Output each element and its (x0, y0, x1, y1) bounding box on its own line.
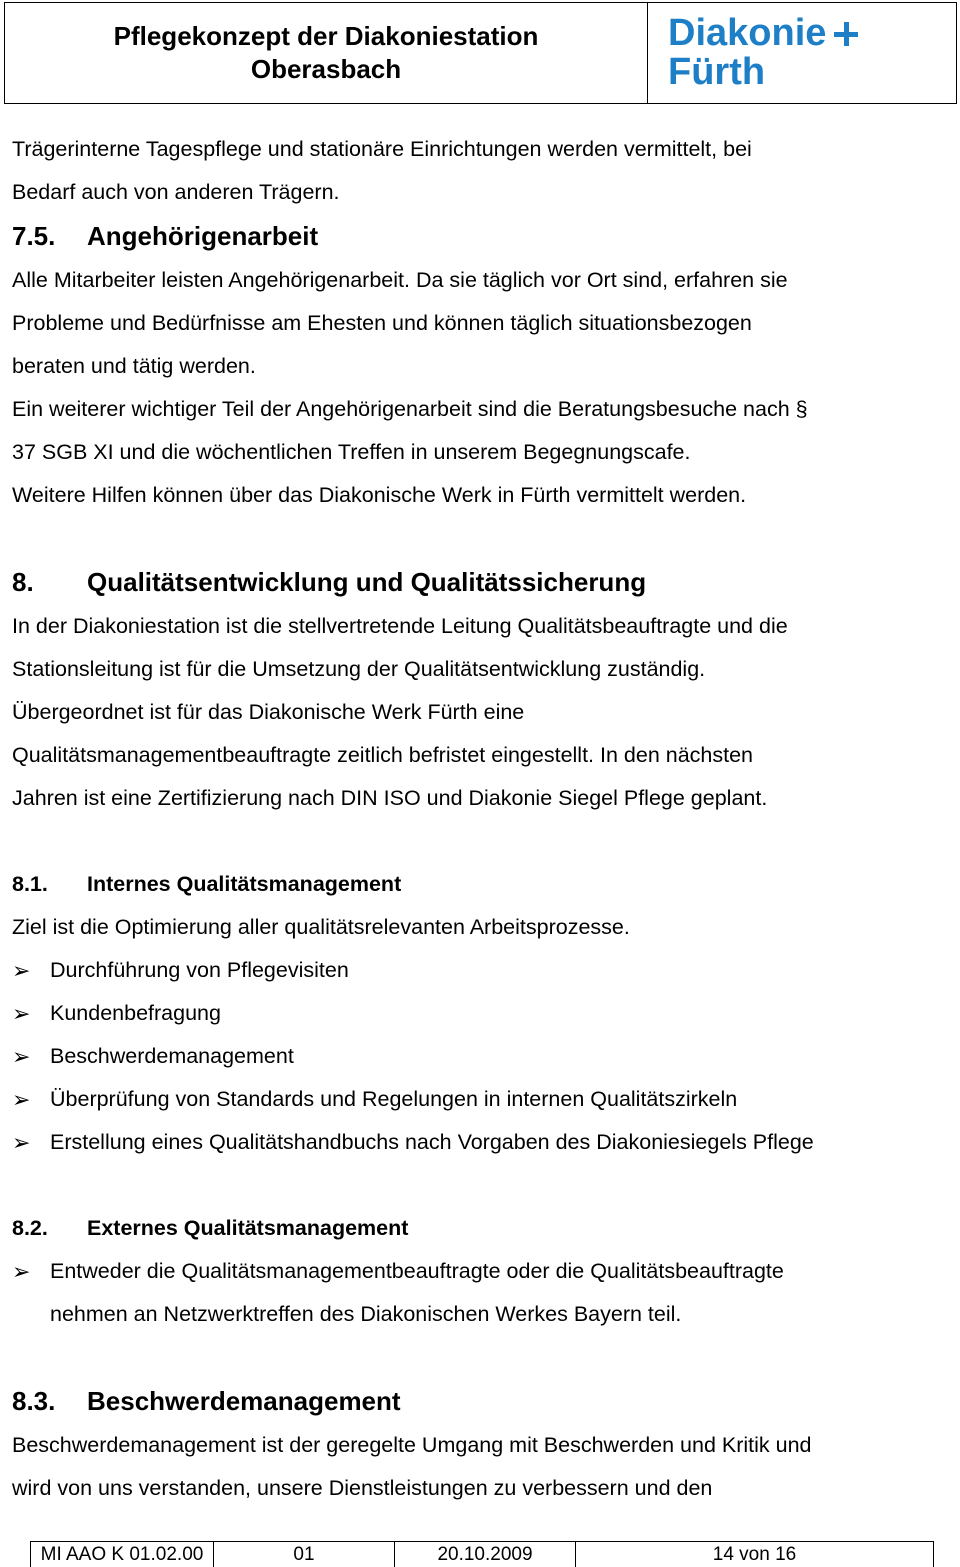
page-header (4, 2, 957, 104)
paragraph: Alle Mitarbeiter leisten Angehörigenarbeit. Da sie täglich vor Ort sind, erfahren sie (12, 268, 788, 292)
arrow-bullet-icon: ➢ (12, 958, 31, 983)
paragraph: Weitere Hilfen können über das Diakonische Werk in Fürth vermittelt werden. (12, 483, 747, 507)
header-title-line1: Pflegekonzept der Diakoniestation (113, 21, 539, 51)
arrow-bullet-icon: ➢ (12, 1044, 31, 1069)
logo-text-line2: Fürth (668, 51, 766, 93)
arrow-bullet-icon: ➢ (12, 1130, 31, 1155)
footer-page-number: 14 von 16 (712, 1543, 797, 1565)
header-title-cell (5, 3, 648, 103)
paragraph: Übergeordnet ist für das Diakonische Werk Fürth eine (12, 700, 525, 724)
paragraph: Bedarf auch von anderen Trägern. (12, 180, 340, 204)
logo-text-line1: Diakonie (668, 12, 827, 54)
diakonie-cross-icon (834, 22, 858, 46)
paragraph: Probleme und Bedürfnisse am Ehesten und können täglich situationsbezogen (12, 311, 752, 335)
paragraph: Qualitätsmanagementbeauftragte zeitlich befristet eingestellt. In den nächsten (12, 743, 754, 767)
list-item: ➢ Beschwerdemanagement (12, 1035, 947, 1078)
section-heading-8-1: 8.1. Internes Qualitätsmanagement (12, 872, 402, 896)
list-item: ➢ Entweder die Qualitätsmanagementbeauftragte oder die Qualitätsbeauftragte nehmen an Netzwerktreffen des Diakonischen Werkes Bayern teil. (12, 1250, 947, 1336)
diakonie-logo (648, 3, 956, 103)
page-footer (30, 1541, 934, 1567)
paragraph: Trägerinterne Tagespflege und stationäre Einrichtungen werden vermittelt, bei (12, 137, 752, 161)
footer-version: 01 (214, 1542, 395, 1567)
arrow-bullet-icon: ➢ (12, 1001, 31, 1026)
arrow-bullet-icon: ➢ (12, 1087, 31, 1112)
paragraph: Ein weiterer wichtiger Teil der Angehörigenarbeit sind die Beratungsbesuche nach § (12, 397, 808, 421)
list-item: ➢ Kundenbefragung (12, 992, 947, 1035)
list-item: ➢ Erstellung eines Qualitätshandbuchs nach Vorgaben des Diakoniesiegels Pflege (12, 1121, 947, 1164)
section-heading-7-5: 7.5. Angehörigenarbeit (12, 221, 319, 251)
section-heading-8: 8. Qualitätsentwicklung und Qualitätssicherung (12, 567, 647, 597)
list-item: ➢ Durchführung von Pflegevisiten (12, 949, 947, 992)
header-title-line2: Oberasbach (250, 54, 402, 84)
paragraph: 37 SGB XI und die wöchentlichen Treffen in unserem Begegnungscafe. (12, 440, 691, 464)
paragraph: wird von uns verstanden, unsere Dienstleistungen zu verbessern und den (12, 1476, 713, 1500)
paragraph: Ziel ist die Optimierung aller qualitätsrelevanten Arbeitsprozesse. (12, 915, 630, 939)
list-item: ➢ Überprüfung von Standards und Regelungen in internen Qualitätszirkeln (12, 1078, 947, 1121)
footer-doc-id: MI AAO K 01.02.00 (31, 1542, 214, 1567)
paragraph: Stationsleitung ist für die Umsetzung der Qualitätsentwicklung zuständig. (12, 657, 706, 681)
page-body (12, 128, 947, 1510)
paragraph: Jahren ist eine Zertifizierung nach DIN ISO und Diakonie Siegel Pflege geplant. (12, 786, 768, 810)
footer-date: 20.10.2009 (395, 1542, 576, 1567)
section-heading-8-3: 8.3. Beschwerdemanagement (12, 1386, 401, 1416)
paragraph: In der Diakoniestation ist die stellvertretende Leitung Qualitätsbeauftragte und die (12, 614, 788, 638)
paragraph: beraten und tätig werden. (12, 354, 256, 378)
arrow-bullet-icon: ➢ (12, 1259, 31, 1284)
paragraph: Beschwerdemanagement ist der geregelte Umgang mit Beschwerden und Kritik und (12, 1433, 812, 1457)
section-heading-8-2: 8.2. Externes Qualitätsmanagement (12, 1216, 409, 1240)
